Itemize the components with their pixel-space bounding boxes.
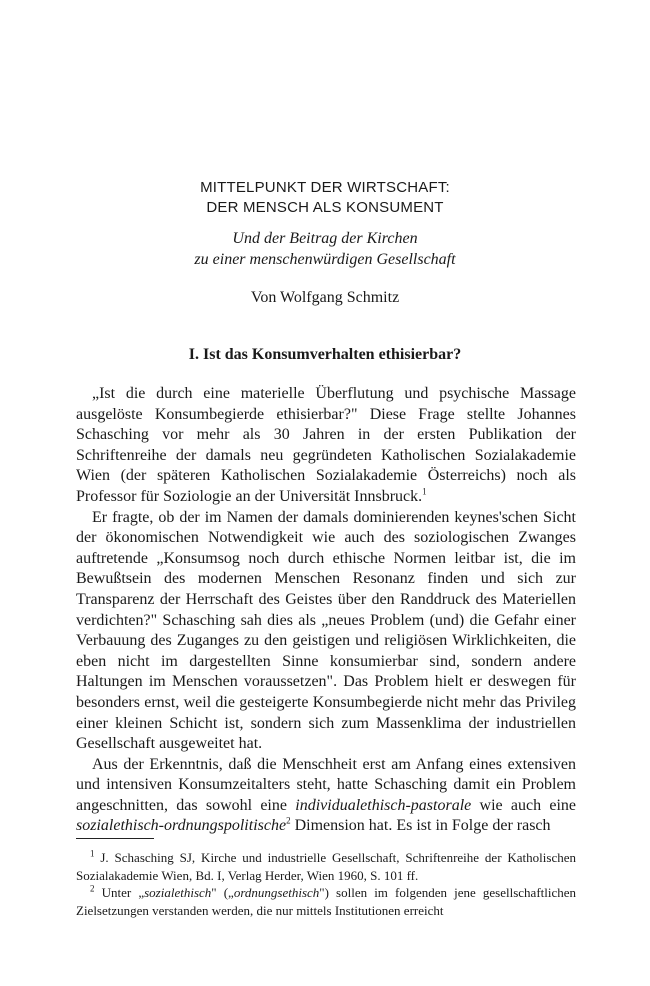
article-subtitle-line-1: Und der Beitrag der Kirchen [232,230,418,247]
article-author: Von Wolfgang Schmitz [250,289,400,306]
footnotes [76,849,576,919]
footnote-2-emphasis-1: sozialethisch [144,885,212,900]
footnote-2-text-b: " („ [211,885,234,900]
article-subtitle-line-2: zu einer menschenwürdigen Gesellschaft [194,251,456,268]
footnote-2 [76,884,576,919]
paragraph-3-text-c: Dimension hat. Es ist in Folge der rasch [290,817,551,835]
paragraph-2-text: Er fragte, ob der im Namen der damals dominierenden keynes'schen Sicht der ökonomischen Notwendigkeit wie auch des soziologischen Zwanges auftretende „Konsumsog noch durch ethische Normen leitbar ist, die im Bewußtsein des modernen Menschen Resonanz finden und sich zur Transparenz der Herrschaft des Geistes über den Randdruck des Materiellen verdichten?" Schasching sah dies als „neues Problem (und) die Gefahr einer Verbauung des Zuganges zu den geistigen und religiösen Wirklichkeiten, die eben nicht im dargestellten Sinne konsumierbar sind, sondern andere Haltungen im Menschen voraussetzen". Das Problem hielt er deswegen für besonders ernst, weil die gesteigerte Konsumbegierde nicht mehr das Privileg einer kleinen Schicht ist, sondern sich zum Massenklima der industriellen Gesellschaft ausgeweitet hat. [76,508,576,753]
footnote-2-text-c: ") sollen im folgenden jene gesellschaftlichen Zielsetzungen verstanden werden, die nur mittels Institutionen erreicht [76,885,577,918]
paragraph-2 [76,508,576,755]
paragraph-3-text-a: Aus der Erkenntnis, daß die Menschheit erst am Anfang eines extensiven und intensiven Konsumzeitalters steht, hatte Schasching damit ein Problem angeschnitten, das sowohl eine [76,755,576,814]
footnote-ref-2: 2 [286,816,291,827]
footnote-2-number: 2 [90,883,95,894]
body-text [76,384,576,837]
section-heading: I. Ist das Konsumverhalten ethisierbar? [188,346,462,363]
footnote-separator [76,838,154,839]
paragraph-3-text-b: wie auch eine [471,796,577,814]
paragraph-1 [76,384,576,508]
footnote-1 [76,849,576,884]
paragraph-3 [76,755,576,837]
paragraph-1-text: „Ist die durch eine materielle Überflutung und psychische Massage ausgelöste Konsumbegierde ethisierbar?" Diese Frage stellte Johannes Schasching vor mehr als 30 Jahren in der ersten Publikation der Schriftenreihe der damals neu gegründeten Katholischen Sozialakademie Wien (der späteren Katholischen Sozialakademie Österreichs) noch als Professor für Soziologie an der Universität Innsbruck. [76,385,576,505]
article-title-line-2: DER MENSCH ALS KONSUMENT [206,199,444,216]
footnote-2-emphasis-2: ordnungsethisch [233,885,320,900]
paragraph-3-emphasis-1: individualethisch-pastorale [295,796,472,814]
paragraph-3-emphasis-2: sozialethisch-ordnungspolitische [76,817,287,835]
article-title-line-1: MITTELPUNKT DER WIRTSCHAFT: [200,179,450,196]
footnote-ref-1: 1 [422,486,427,497]
footnote-1-number: 1 [90,848,95,859]
footnote-1-text: J. Schasching SJ, Kirche und industrielle Gesellschaft, Schriftenreihe der Katholischen Sozialakademie Wien, Bd. I, Verlag Herder, Wien 1960, S. 101 ff. [76,850,576,883]
footnote-2-text-a: Unter „ [94,885,145,900]
